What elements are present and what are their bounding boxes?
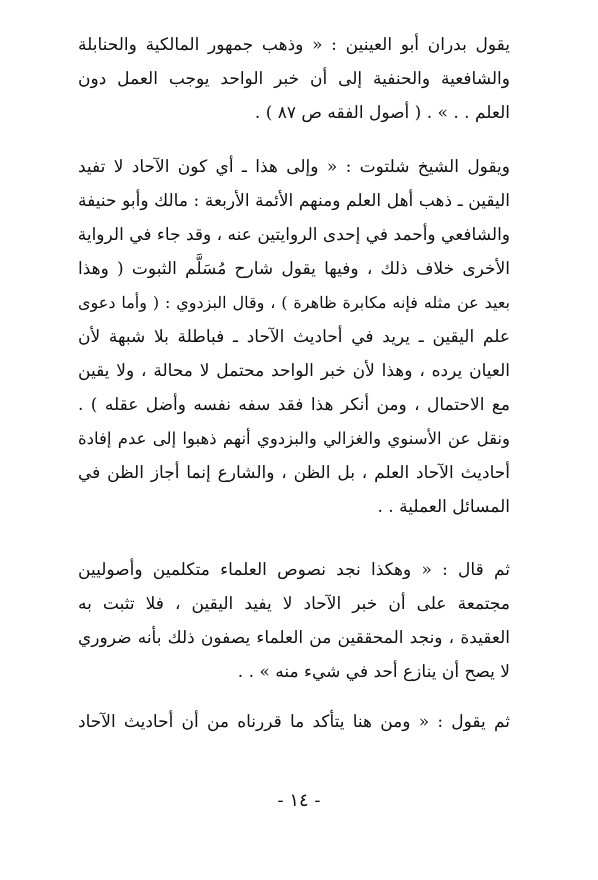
text-line: العلم . . » . ( أصول الفقه ص ٨٧ ) . xyxy=(254,103,510,123)
text-line: علم اليقين ـ يريد في أحاديث الآحاد ـ فباطلة بلا شبهة لأن xyxy=(78,327,510,347)
text-line: ثم يقول : « ومن هنا يتأكد ما قررناه من أن أحاديث الآحاد xyxy=(78,712,510,732)
text-line: ونقل عن الأسنوي والغزالي والبزدوي أنهم ذهبوا إلى عدم إفادة xyxy=(78,429,510,448)
text-line: بعيد عن مثله فإنه مكابرة ظاهرة ) ، وقال البزدوي : ( وأما دعوى xyxy=(78,293,510,312)
text-line: ويقول الشيخ شلتوت : « وإلى هذا ـ أي كون الآحاد لا تفيد xyxy=(78,157,510,177)
paragraph-then-said xyxy=(78,553,510,689)
text-line: والشافعية والحنفية إلى أن خبر الواحد يوجب العمل دون xyxy=(78,69,510,89)
text-line: أحاديث الآحاد العلم ، بل الظن ، والشارع إنما أجاز الظن في xyxy=(78,463,510,483)
text-line: العيان يرده ، وهذا لأن خبر الواحد محتمل لا محالة ، ولا يقين xyxy=(78,361,510,381)
text-line: مع الاحتمال ، ومن أنكر هذا فقد سفه نفسه وأضل عقله ) . xyxy=(78,395,510,415)
paragraph-badran-quote xyxy=(78,28,510,130)
page-number: - ١٤ - xyxy=(277,790,321,811)
text-line: العقيدة ، ونجد المحققين من العلماء يصفون ذلك بأنه ضروري xyxy=(78,628,510,648)
text-line: لا يصح أن ينازع أحد في شيء منه » . . xyxy=(237,662,510,682)
text-line: يقول بدران أبو العينين : « وذهب جمهور المالكية والحنابلة xyxy=(78,35,510,55)
paragraph-then-says xyxy=(78,705,510,739)
text-line: مجتمعة على أن خبر الآحاد لا يفيد اليقين ، فلا تثبت به xyxy=(78,594,510,614)
text-line: ثم قال : « وهكذا نجد نصوص العلماء متكلمين وأصوليين xyxy=(78,560,510,580)
text-line: اليقين ـ ذهب أهل العلم ومنهم الأئمة الأربعة : مالك وأبو حنيفة xyxy=(78,191,510,211)
paragraph-shaltut-quote xyxy=(78,150,510,524)
text-line: الأخرى خلاف ذلك ، وفيها يقول شارح مُسَلَّم الثبوت ( وهذا xyxy=(78,259,510,279)
text-line: المسائل العملية . . xyxy=(377,497,510,517)
text-line: والشافعي وأحمد في إحدى الروايتين عنه ، وقد جاء في الرواية xyxy=(78,225,510,245)
